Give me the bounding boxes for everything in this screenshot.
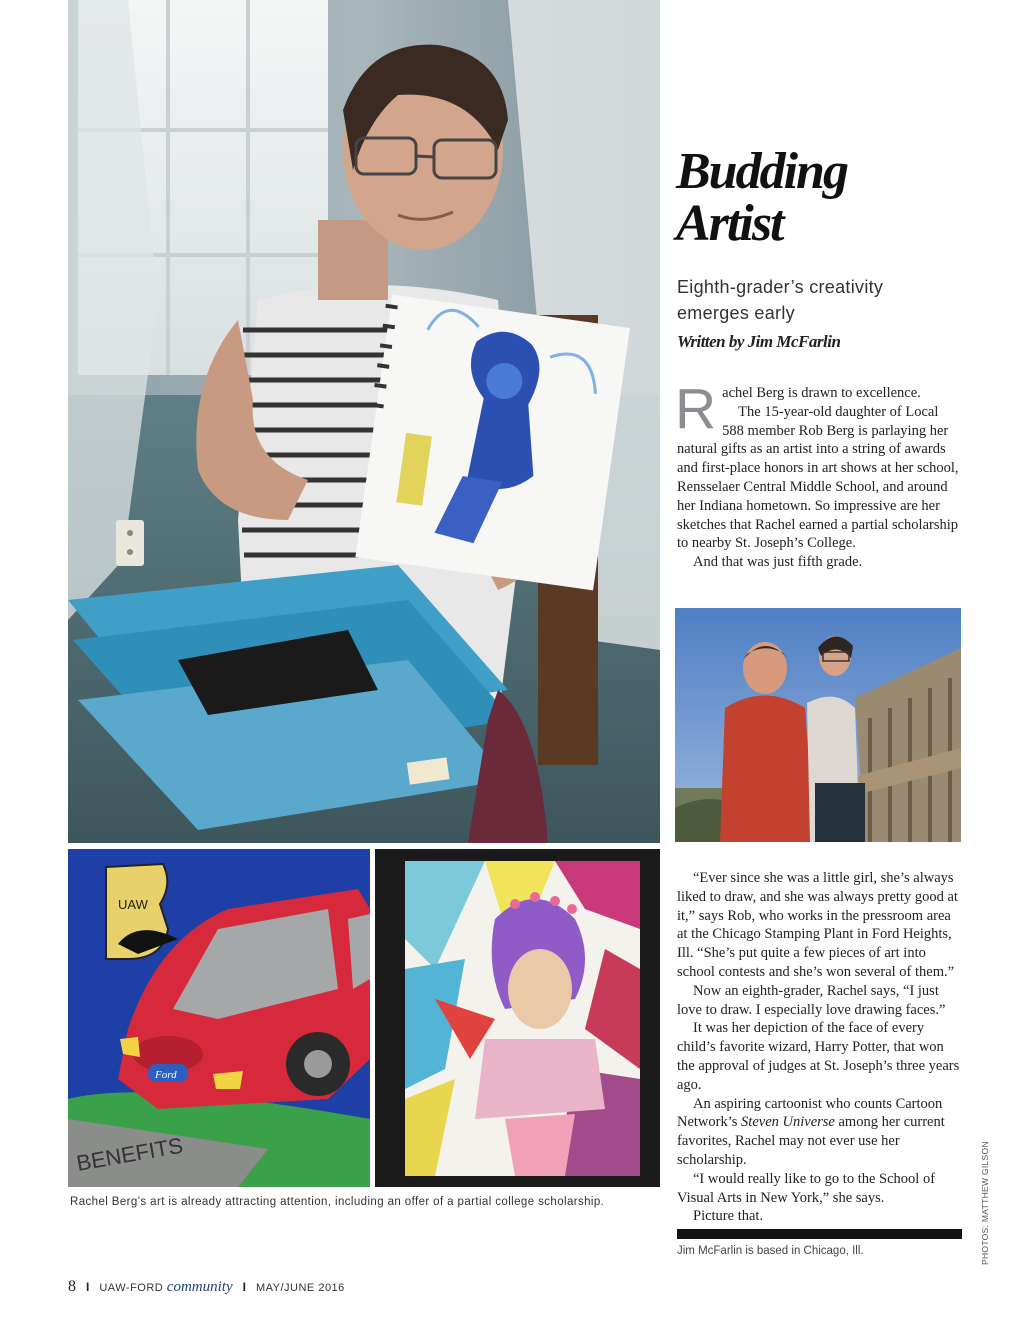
paragraph-1 (675, 377, 962, 441)
article-dek: Eighth-grader’s creativity emerges early (677, 277, 884, 323)
article-body-column-1 (675, 377, 962, 572)
article-body-column-2 (677, 869, 962, 1226)
hero-photo-illustration (68, 0, 660, 843)
publication-prefix: UAW-FORD (99, 1282, 164, 1294)
show-title: Steven Universe (741, 1114, 835, 1131)
headline-line-2: Artist (676, 195, 783, 252)
publication-title: community (166, 1279, 233, 1295)
article-byline: Written by Jim McFarlin (677, 332, 841, 351)
drop-cap: R (675, 377, 717, 441)
article-headline (676, 143, 976, 252)
paragraph-3: And that was just fifth grade. (693, 554, 863, 571)
headline-line-1: Budding (676, 143, 847, 200)
paragraph-9: Picture that. (693, 1208, 764, 1225)
photo-credit-text: PHOTOS: MATTHEW GILSON (980, 1141, 990, 1265)
hero-photo (68, 0, 660, 843)
paragraph-8: “I would really like to go to the School of Visual Arts in New York,” she says. (677, 1170, 936, 1206)
artwork-car-painting (68, 849, 370, 1187)
artwork-cubist-portrait (375, 849, 660, 1187)
artwork-uaw-text: UAW (118, 897, 148, 912)
paragraph-6: It was her depiction of the face of every child’s favorite wizard, Harry Potter, that won the approval of judges at St. Joseph’s three years ago. (677, 1020, 960, 1093)
page-number: 8 (68, 1278, 76, 1295)
father-daughter-photo-illustration (675, 608, 961, 842)
author-bio: Jim McFarlin is based in Chicago, Ill. (677, 1245, 864, 1257)
publication-name (99, 1279, 232, 1296)
page-footer (68, 1278, 345, 1298)
artwork-benefits-text: BENEFITS (74, 1132, 185, 1176)
paragraph-4: “Ever since she was a little girl, she’s always liked to draw, and she was always pretty good at it,” says Rob, who works in the pressroom area at the Chicago Stamping Plant in Ford Heights, Ill. “She’s put quite a few pieces of art into school contests and she’s won several of them.” (677, 870, 958, 980)
paragraph-1-text: achel Berg is drawn to excellence. (722, 385, 921, 401)
issue-date: MAY/JUNE 2016 (255, 1282, 345, 1294)
paragraph-7-text-a: An aspiring cartoonist who counts Cartoon Network’s (677, 1095, 943, 1131)
artwork-ford-badge-text: Ford (155, 1069, 177, 1081)
paragraph-2: The 15-year-old daughter of Local 588 member Rob Berg is parlaying her natural gifts as an artist into a string of awards and first-place honors in art shows at her school, Rensselaer Central Middle School, and around her Indiana hometown. So impressive are her sketches that Rachel earned a partial scholarship to nearby St. Joseph’s College. (677, 403, 959, 552)
footer-separator-2: I (242, 1280, 246, 1294)
paragraph-5: Now an eighth-grader, Rachel says, “I just love to draw. I especially love drawing faces.” (677, 982, 946, 1018)
artwork-car-illustration (68, 849, 370, 1187)
footer-separator: I (86, 1280, 90, 1294)
paragraph-7 (677, 1095, 962, 1170)
paragraph-7-text-b: among her current favorites, Rachel may not ever use her scholarship. (677, 1114, 945, 1168)
photo-caption: Rachel Berg’s art is already attracting attention, including an offer of a partial college scholarship. (70, 1196, 605, 1208)
end-rule (677, 1229, 962, 1239)
father-daughter-photo (675, 608, 961, 842)
artwork-portrait-illustration (375, 849, 660, 1187)
